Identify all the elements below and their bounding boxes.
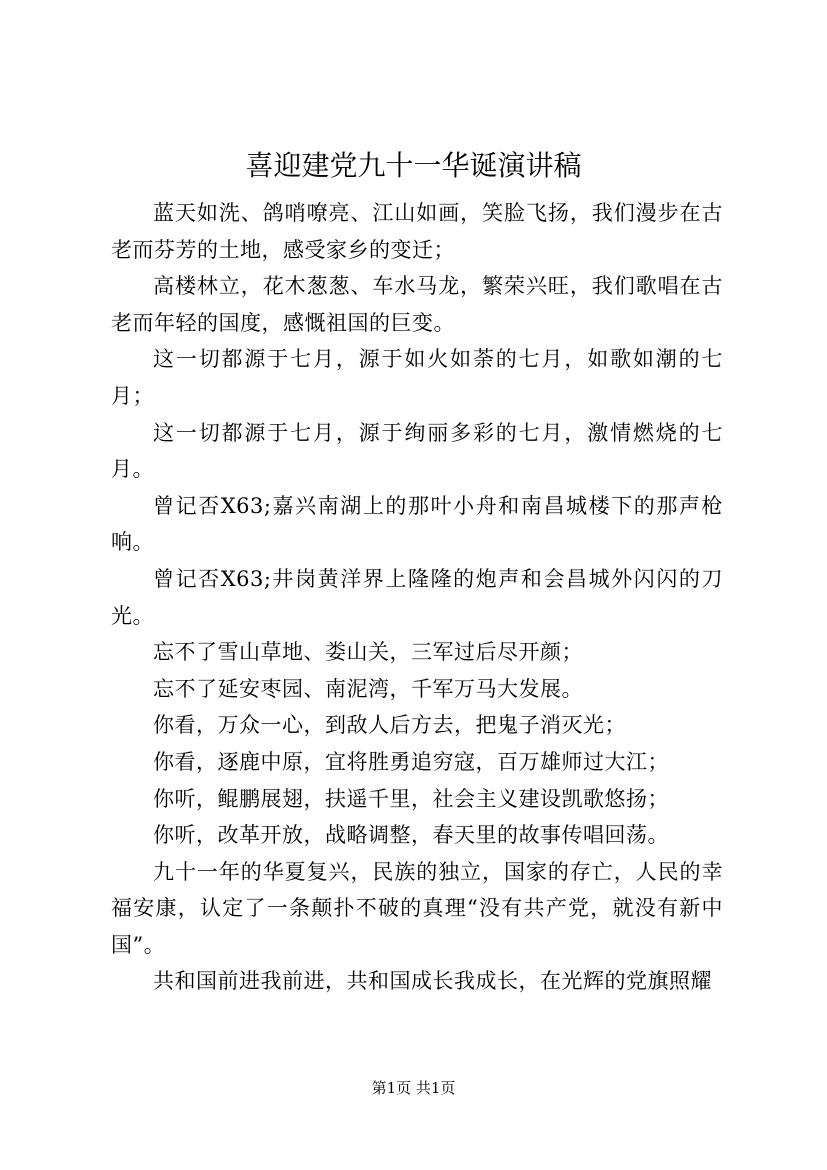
paragraph: 你听，改革开放，战略调整，春天里的故事传唱回荡。 [153,823,669,848]
paragraph: 忘不了雪山草地、娄山关，三军过后尽开颜； [153,640,583,665]
paragraph: 你看，万众一心，到敌人后方去，把鬼子消灭光； [153,713,626,738]
paragraph: 曾记否X63;嘉兴南湖上的那叶小舟和南昌城楼下的那声枪响。 [111,493,723,555]
paragraph: 共和国前进我前进，共和国成长我成长，在光辉的党旗照耀 [153,969,712,994]
page-number-footer: 第1页 共1页 [371,1079,456,1097]
paragraph: 高楼林立，花木葱葱、车水马龙，繁荣兴旺，我们歌唱在古老而年轻的国度，感慨祖国的巨变。 [111,274,723,335]
paragraph: 这一切都源于七月，源于绚丽多彩的七月，激情燃烧的七月。 [111,420,723,482]
paragraph: 你听，鲲鹏展翅，扶遥千里，社会主义建设凯歌悠扬； [153,786,669,811]
paragraph: 这一切都源于七月，源于如火如荼的七月，如歌如潮的七月； [111,347,723,408]
paragraph: 九十一年的华夏复兴，民族的独立，国家的存亡，人民的幸福安康，认定了一条颠扑不破的真理“没有共产党，就没有新中国”。 [111,859,723,957]
paragraph: 忘不了延安枣园、南泥湾，千军万马大发展。 [153,676,583,701]
paragraph: 蓝天如洗、鸽哨嘹亮、江山如画，笑脸飞扬，我们漫步在古老而芬芳的土地，感受家乡的变迁； [111,201,723,262]
document-title: 喜迎建党九十一华诞演讲稿 [245,149,582,182]
document-body [111,195,723,1000]
paragraph: 曾记否X63;井岗黄洋界上隆隆的炮声和会昌城外闪闪的刀光。 [111,566,723,628]
paragraph: 你看，逐鹿中原，宜将胜勇追穷寇，百万雄师过大江； [153,749,669,774]
